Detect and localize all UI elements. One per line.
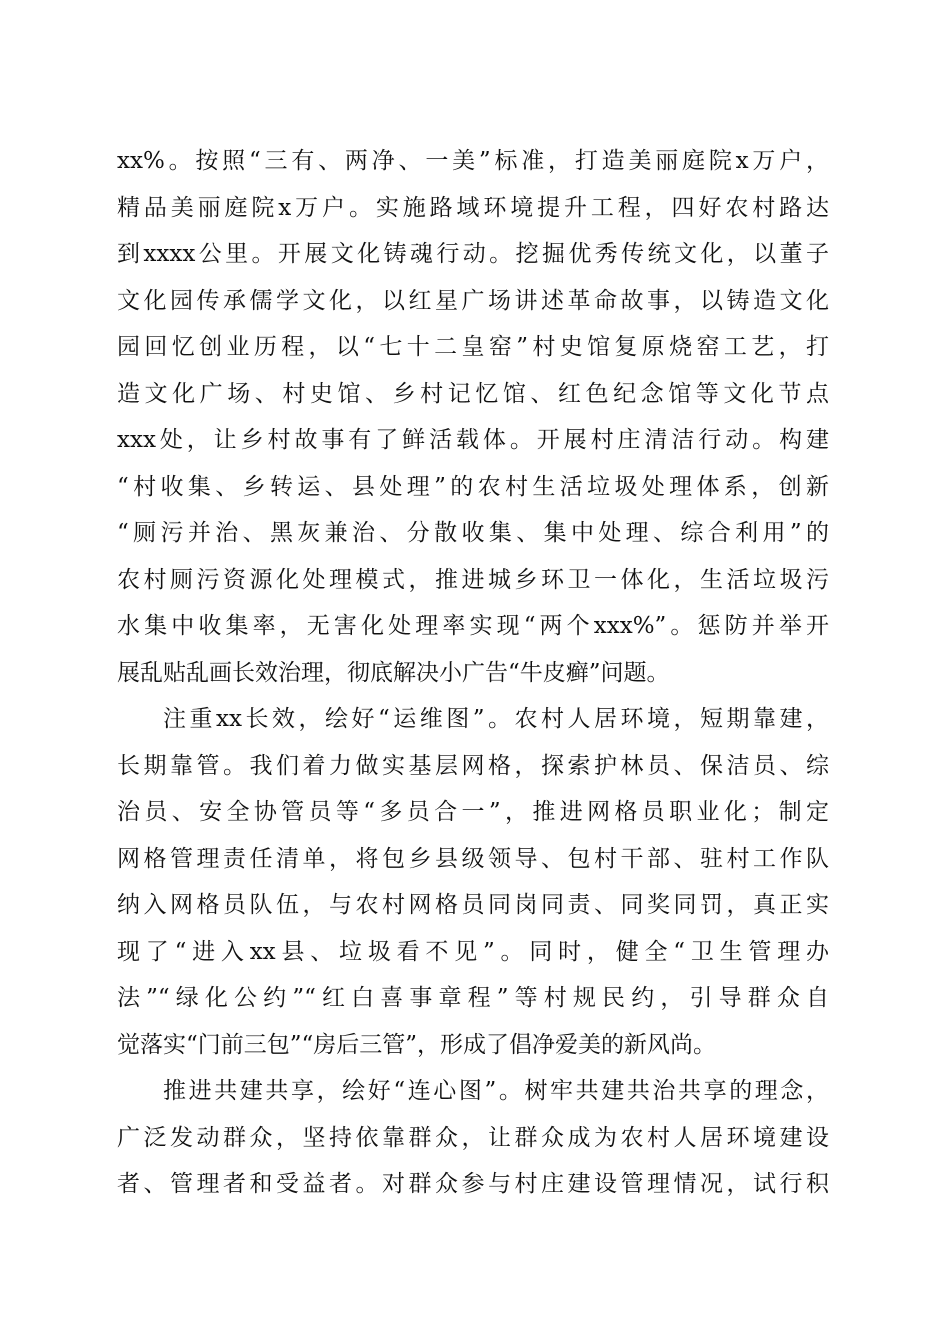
- text-line: 网格管理责任清单，将包乡县级领导、包村干部、驻村工作队: [117, 845, 829, 872]
- text-line: 园回忆创业历程，以“七十二皇窑”村史馆复原烧窑工艺，打: [117, 334, 829, 360]
- text-line: 到xxxx公里。开展文化铸魂行动。挖掘优秀传统文化，以董子: [117, 241, 829, 267]
- paragraph-start-line: 推进共建共享，绘好“连心图”。树牢共建共治共享的理念，: [163, 1078, 829, 1104]
- text-line: 展乱贴乱画长效治理，彻底解决小广告“牛皮癣”问题。: [117, 659, 670, 686]
- text-line: 者、管理者和受益者。对群众参与村庄建设管理情况，试行积: [117, 1171, 829, 1197]
- paragraph-start-line: 注重xx长效，绘好“运维图”。农村人居环境，短期靠建，: [163, 706, 829, 732]
- text-line: 觉落实“门前三包”“房后三管”，形成了倡净爱美的新风尚。: [117, 1031, 717, 1058]
- text-line: 广泛发动群众，坚持依靠群众，让群众成为农村人居环境建设: [117, 1124, 829, 1151]
- text-line: xx%。按照“三有、两净、一美”标准，打造美丽庭院x万户，: [117, 148, 829, 174]
- text-line: 精品美丽庭院x万户。实施路域环境提升工程，四好农村路达: [117, 194, 829, 221]
- text-line: 长期靠管。我们着力做实基层网格，探索护林员、保洁员、综: [117, 752, 829, 779]
- text-line: 治员、安全协管员等“多员合一”，推进网格员职业化；制定: [117, 799, 829, 825]
- text-line: 农村厕污资源化处理模式，推进城乡环卫一体化，生活垃圾污: [117, 566, 829, 593]
- text-line: “厕污并治、黑灰兼治、分散收集、集中处理、综合利用”的: [117, 520, 829, 546]
- text-line: “村收集、乡转运、县处理”的农村生活垃圾处理体系，创新: [117, 473, 829, 500]
- text-line: 造文化广场、村史馆、乡村记忆馆、红色纪念馆等文化节点: [117, 380, 829, 407]
- text-line: 文化园传承儒学文化，以红星广场讲述革命故事，以铸造文化: [117, 287, 829, 314]
- text-line: 纳入网格员队伍，与农村网格员同岗同责、同奖同罚，真正实: [117, 892, 829, 918]
- text-line: xxx处，让乡村故事有了鲜活载体。开展村庄清洁行动。构建: [117, 427, 829, 453]
- text-line: 法”“绿化公约”“红白喜事章程”等村规民约，引导群众自: [117, 985, 829, 1011]
- text-line: 现了“进入xx县、垃圾看不见”。同时，健全“卫生管理办: [117, 938, 829, 965]
- body-text: [117, 138, 829, 1208]
- text-line: 水集中收集率，无害化处理率实现“两个xxx%”。惩防并举开: [117, 613, 829, 639]
